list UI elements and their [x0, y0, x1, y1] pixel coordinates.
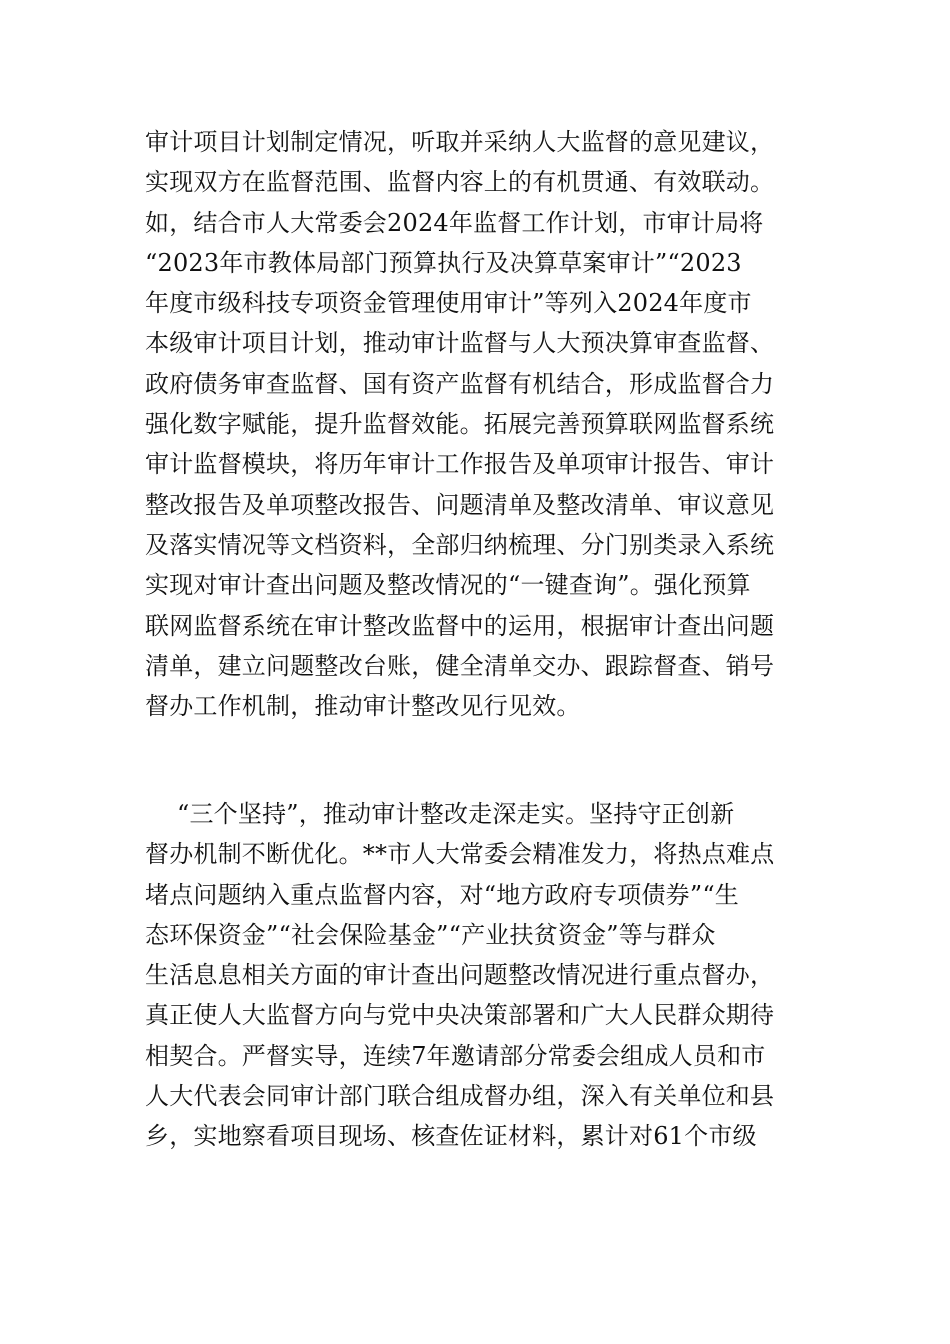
- text-line: 及落实情况等文档资料，全部归纳梳理、分门别类录入系统: [145, 530, 775, 559]
- text-line: 真正使人大监督方向与党中央决策部署和广大人民群众期待: [145, 1001, 775, 1030]
- text-line: 堵点问题纳入重点监督内容，对“地方政府专项债券”“生: [145, 880, 740, 909]
- text-line: 督办机制不断优化。**市人大常委会精准发力，将热点难点: [145, 840, 775, 869]
- text-line: 相契合。严督实导，连续7年邀请部分常委会组成人员和市: [145, 1041, 766, 1070]
- text-line: 督办工作机制，推动审计整改见行见效。: [145, 692, 581, 721]
- text-line: “2023年市教体局部门预算执行及决算草案审计”“2023: [145, 248, 742, 277]
- text-line: 审计监督模块，将历年审计工作报告及单项审计报告、审计: [145, 450, 775, 479]
- text-line: 审计项目计划制定情况，听取并采纳人大监督的意见建议，: [145, 128, 775, 156]
- text-line: 本级审计项目计划，推动审计监督与人大预决算审查监督、: [145, 329, 775, 358]
- text-line: 乡，实地察看项目现场、核查佐证材料，累计对61个市级: [145, 1122, 757, 1151]
- text-line: 实现对审计查出问题及整改情况的“一键查询”。强化预算: [145, 571, 751, 600]
- text-line: 年度市级科技专项资金管理使用审计”等列入2024年度市: [145, 289, 752, 318]
- text-line: 生活息息相关方面的审计查出问题整改情况进行重点督办，: [145, 961, 775, 990]
- text-line: 清单，建立问题整改台账，健全清单交办、跟踪督查、销号: [145, 651, 775, 680]
- text-line: 态环保资金”“社会保险基金”“产业扶贫资金”等与群众: [145, 920, 716, 949]
- text-line: 联网监督系统在审计整改监督中的运用，根据审计查出问题: [145, 611, 775, 640]
- text-line: 人大代表会同审计部门联合组成督办组，深入有关单位和县: [145, 1082, 775, 1111]
- text-line: 政府债务审查监督、国有资产监督有机结合，形成监督合力: [145, 369, 775, 398]
- text-line-first-indented: “三个坚持”，推动审计整改走深走实。坚持守正创新: [177, 800, 735, 828]
- paragraph-three-persistences: [145, 794, 815, 1157]
- text-line: 整改报告及单项整改报告、问题清单及整改清单、审议意见: [145, 490, 775, 519]
- text-line: 实现双方在监督范围、监督内容上的有机贯通、有效联动。: [145, 168, 775, 197]
- text-line: 强化数字赋能，提升监督效能。拓展完善预算联网监督系统: [145, 410, 775, 439]
- text-line: 如，结合市人大常委会2024年监督工作计划，市审计局将: [145, 208, 764, 237]
- paragraph-audit-plan: [145, 122, 815, 726]
